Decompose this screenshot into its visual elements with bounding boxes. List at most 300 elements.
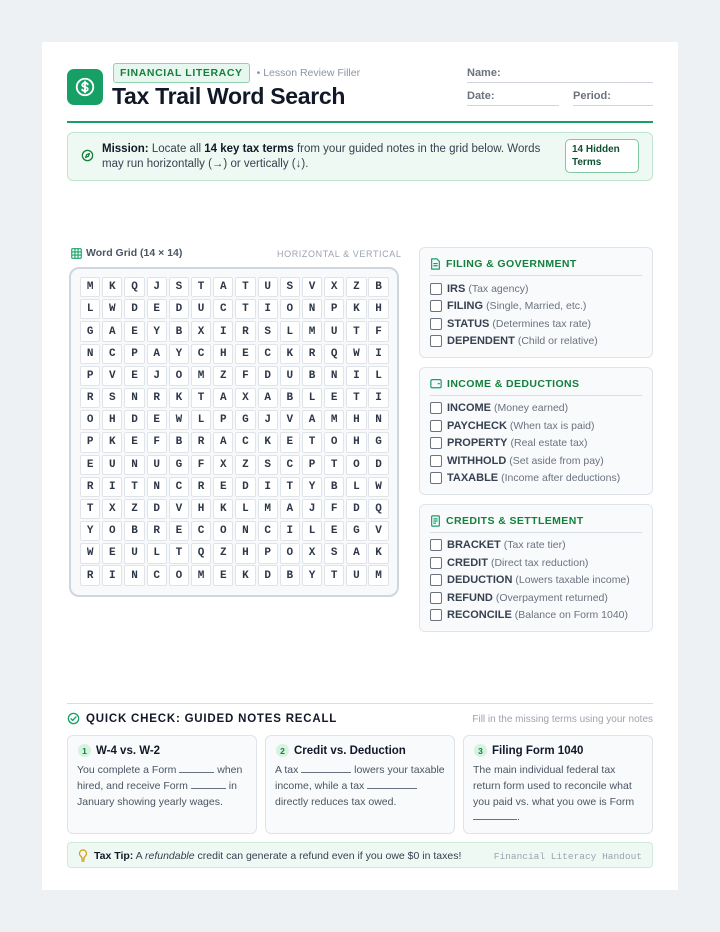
- grid-cell[interactable]: T: [124, 477, 144, 497]
- card-text: You complete a Form: [77, 764, 180, 776]
- word-bank-item: [430, 592, 608, 604]
- grid-cell[interactable]: C: [258, 344, 278, 364]
- grid-cell[interactable]: M: [258, 499, 278, 519]
- grid-cell[interactable]: F: [235, 366, 255, 386]
- grid-cell[interactable]: O: [80, 410, 100, 430]
- grid-cell[interactable]: D: [124, 299, 144, 319]
- grid-cell[interactable]: N: [124, 455, 144, 475]
- grid-cell[interactable]: B: [368, 277, 388, 297]
- grid-cell[interactable]: N: [80, 344, 100, 364]
- section-divider: [67, 703, 653, 704]
- grid-cell[interactable]: L: [368, 366, 388, 386]
- header-divider: [67, 121, 653, 123]
- grid-cell[interactable]: W: [80, 543, 100, 563]
- checkbox[interactable]: [430, 557, 442, 569]
- category-header: [430, 378, 642, 396]
- grid-cell[interactable]: H: [368, 299, 388, 319]
- term-desc: (Single, Married, etc.): [486, 300, 587, 312]
- term: TAXABLE: [447, 472, 499, 484]
- checkbox[interactable]: [430, 472, 442, 484]
- card-header: [78, 744, 160, 757]
- grid-cell[interactable]: Z: [124, 499, 144, 519]
- grid-cell[interactable]: Y: [302, 477, 322, 497]
- grid-cell[interactable]: T: [324, 565, 344, 585]
- category-title: CREDITS & SETTLEMENT: [446, 515, 584, 527]
- checkbox[interactable]: [430, 455, 442, 467]
- grid-cell[interactable]: L: [302, 521, 322, 541]
- grid-cell[interactable]: I: [102, 565, 122, 585]
- card-text: A tax: [275, 764, 302, 776]
- card-header: [474, 744, 583, 757]
- grid-cell[interactable]: T: [346, 388, 366, 408]
- grid-cell[interactable]: A: [346, 543, 366, 563]
- checkbox[interactable]: [430, 318, 442, 330]
- fill-in-blank[interactable]: [367, 780, 417, 789]
- grid-cell[interactable]: V: [280, 410, 300, 430]
- word-grid: [80, 277, 397, 586]
- mission-text: [102, 142, 557, 171]
- category-credits: [419, 504, 653, 632]
- grid-cell[interactable]: C: [280, 455, 300, 475]
- grid-cell[interactable]: N: [302, 299, 322, 319]
- checkbox[interactable]: [430, 592, 442, 604]
- term-desc: (Determines tax rate): [492, 318, 591, 330]
- grid-cell[interactable]: J: [302, 499, 322, 519]
- card-header: [276, 744, 406, 757]
- grid-cell[interactable]: Q: [191, 543, 211, 563]
- grid-cell[interactable]: P: [258, 543, 278, 563]
- grid-cell[interactable]: V: [302, 277, 322, 297]
- handout-footer: Financial Literacy Handout: [493, 851, 642, 862]
- grid-cell[interactable]: G: [235, 410, 255, 430]
- card-number: 2: [276, 744, 289, 757]
- tip-text-part: A: [133, 850, 145, 862]
- period-field[interactable]: [573, 105, 653, 106]
- grid-cell[interactable]: K: [169, 388, 189, 408]
- grid-cell[interactable]: P: [124, 344, 144, 364]
- grid-cell[interactable]: B: [280, 388, 300, 408]
- grid-cell[interactable]: P: [80, 432, 100, 452]
- grid-cell[interactable]: L: [346, 477, 366, 497]
- period-label: Period:: [573, 90, 611, 102]
- checkbox[interactable]: [430, 335, 442, 347]
- grid-cell[interactable]: B: [280, 565, 300, 585]
- grid-cell[interactable]: K: [258, 432, 278, 452]
- grid-cell[interactable]: R: [191, 477, 211, 497]
- grid-cell[interactable]: T: [191, 277, 211, 297]
- quick-check-title: [67, 712, 337, 725]
- grid-cell[interactable]: E: [324, 521, 344, 541]
- term-desc: (Money earned): [494, 402, 569, 414]
- word-bank-item: [430, 437, 588, 449]
- wallet-icon: [430, 378, 442, 389]
- term-desc: (Child or relative): [517, 335, 598, 347]
- grid-cell[interactable]: G: [169, 455, 189, 475]
- category-title: INCOME & DEDUCTIONS: [447, 378, 580, 390]
- grid-cell[interactable]: K: [368, 543, 388, 563]
- grid-cell[interactable]: E: [147, 299, 167, 319]
- grid-cell[interactable]: X: [324, 277, 344, 297]
- grid-cell[interactable]: Y: [147, 321, 167, 341]
- grid-cell[interactable]: O: [280, 299, 300, 319]
- grid-cell[interactable]: E: [280, 432, 300, 452]
- grid-cell[interactable]: M: [80, 277, 100, 297]
- grid-cell[interactable]: X: [213, 455, 233, 475]
- grid-cell[interactable]: F: [147, 432, 167, 452]
- card-text: .: [517, 811, 520, 824]
- term: REFUND: [447, 592, 493, 604]
- grid-cell[interactable]: O: [169, 565, 189, 585]
- grid-cell[interactable]: A: [258, 388, 278, 408]
- grid-cell[interactable]: C: [213, 299, 233, 319]
- word-bank-item: [430, 300, 586, 312]
- grid-cell[interactable]: Q: [368, 499, 388, 519]
- grid-cell[interactable]: V: [169, 499, 189, 519]
- grid-cell[interactable]: Q: [124, 277, 144, 297]
- grid-cell[interactable]: K: [102, 277, 122, 297]
- grid-cell[interactable]: X: [191, 321, 211, 341]
- fill-in-blank[interactable]: [179, 764, 214, 773]
- grid-cell[interactable]: U: [191, 299, 211, 319]
- mission-highlight: 14 key tax terms: [204, 143, 294, 155]
- grid-cell[interactable]: R: [147, 521, 167, 541]
- grid-cell[interactable]: F: [324, 499, 344, 519]
- term: CREDIT: [447, 557, 488, 569]
- grid-cell[interactable]: K: [213, 499, 233, 519]
- grid-cell[interactable]: C: [235, 432, 255, 452]
- grid-cell[interactable]: T: [280, 477, 300, 497]
- header-badge-row: [113, 63, 360, 83]
- grid-cell[interactable]: T: [191, 388, 211, 408]
- count-line: Terms: [572, 157, 602, 168]
- grid-cell[interactable]: S: [102, 388, 122, 408]
- grid-cell[interactable]: E: [124, 366, 144, 386]
- grid-cell[interactable]: R: [80, 565, 100, 585]
- grid-cell[interactable]: O: [213, 521, 233, 541]
- grid-cell[interactable]: F: [368, 321, 388, 341]
- grid-cell[interactable]: W: [169, 410, 189, 430]
- grid-cell[interactable]: B: [124, 521, 144, 541]
- card-body: [275, 763, 447, 810]
- card-title: Credit vs. Deduction: [294, 744, 406, 757]
- grid-cell[interactable]: E: [80, 455, 100, 475]
- fill-in-blank[interactable]: [191, 780, 226, 789]
- grid-cell[interactable]: E: [124, 321, 144, 341]
- grid-cell[interactable]: H: [213, 344, 233, 364]
- checkbox[interactable]: [430, 402, 442, 414]
- grid-cell[interactable]: P: [324, 299, 344, 319]
- grid-cell[interactable]: Z: [346, 277, 366, 297]
- grid-cell[interactable]: B: [169, 321, 189, 341]
- grid-cell[interactable]: X: [102, 499, 122, 519]
- checkbox[interactable]: [430, 437, 442, 449]
- card-number: 1: [78, 744, 91, 757]
- term-desc: (Real estate tax): [510, 437, 588, 449]
- grid-cell[interactable]: M: [191, 366, 211, 386]
- grid-cell[interactable]: O: [324, 432, 344, 452]
- grid-cell[interactable]: W: [346, 344, 366, 364]
- worksheet-page: [42, 42, 678, 890]
- grid-cell[interactable]: S: [258, 455, 278, 475]
- grid-cell[interactable]: R: [302, 344, 322, 364]
- term: PAYCHECK: [447, 420, 507, 432]
- grid-cell[interactable]: A: [213, 277, 233, 297]
- grid-cell[interactable]: R: [235, 321, 255, 341]
- grid-cell[interactable]: K: [235, 565, 255, 585]
- grid-cell[interactable]: M: [324, 410, 344, 430]
- grid-cell[interactable]: B: [324, 477, 344, 497]
- grid-cell[interactable]: X: [235, 388, 255, 408]
- grid-cell[interactable]: C: [191, 521, 211, 541]
- category-income: [419, 367, 653, 495]
- grid-cell[interactable]: S: [324, 543, 344, 563]
- grid-cell[interactable]: M: [368, 565, 388, 585]
- mission-banner: [67, 132, 653, 181]
- grid-cell[interactable]: K: [102, 432, 122, 452]
- grid-cell[interactable]: E: [169, 521, 189, 541]
- grid-cell[interactable]: O: [280, 543, 300, 563]
- grid-cell[interactable]: H: [346, 432, 366, 452]
- category-header: [430, 258, 642, 276]
- grid-cell[interactable]: C: [147, 565, 167, 585]
- grid-cell[interactable]: Z: [213, 366, 233, 386]
- grid-cell[interactable]: U: [102, 455, 122, 475]
- grid-cell[interactable]: S: [169, 277, 189, 297]
- grid-cell[interactable]: E: [102, 543, 122, 563]
- date-label: Date:: [467, 90, 495, 102]
- grid-cell[interactable]: K: [280, 344, 300, 364]
- receipt-icon: [430, 515, 441, 527]
- grid-cell[interactable]: B: [169, 432, 189, 452]
- checkbox[interactable]: [430, 574, 442, 586]
- grid-cell[interactable]: N: [235, 521, 255, 541]
- grid-cell[interactable]: Z: [213, 543, 233, 563]
- grid-cell[interactable]: I: [280, 521, 300, 541]
- quick-check-subtitle: Fill in the missing terms using your notes: [472, 714, 653, 725]
- grid-cell[interactable]: E: [213, 477, 233, 497]
- grid-cell[interactable]: R: [147, 388, 167, 408]
- grid-cell[interactable]: U: [346, 565, 366, 585]
- grid-cell[interactable]: U: [324, 321, 344, 341]
- grid-cell[interactable]: C: [169, 477, 189, 497]
- grid-cell[interactable]: R: [191, 432, 211, 452]
- grid-cell[interactable]: C: [191, 344, 211, 364]
- grid-cell[interactable]: C: [258, 521, 278, 541]
- word-grid-box: [69, 267, 399, 597]
- grid-cell[interactable]: D: [147, 499, 167, 519]
- grid-cell[interactable]: G: [346, 521, 366, 541]
- grid-cell[interactable]: A: [302, 410, 322, 430]
- grid-cell[interactable]: D: [169, 299, 189, 319]
- grid-cell[interactable]: A: [280, 499, 300, 519]
- term: RECONCILE: [447, 609, 512, 621]
- grid-cell[interactable]: Y: [302, 565, 322, 585]
- grid-cell[interactable]: J: [258, 410, 278, 430]
- grid-cell[interactable]: F: [191, 455, 211, 475]
- card-title: W-4 vs. W-2: [96, 744, 161, 757]
- grid-cell[interactable]: L: [80, 299, 100, 319]
- card-body: [77, 763, 249, 810]
- grid-cell[interactable]: I: [368, 344, 388, 364]
- grid-cell[interactable]: H: [191, 499, 211, 519]
- grid-cell[interactable]: S: [258, 321, 278, 341]
- fill-in-blank[interactable]: [301, 764, 351, 773]
- grid-cell[interactable]: V: [368, 521, 388, 541]
- grid-cell[interactable]: P: [213, 410, 233, 430]
- quick-check-title-text: QUICK CHECK: GUIDED NOTES RECALL: [86, 712, 338, 725]
- grid-cell[interactable]: O: [102, 521, 122, 541]
- grid-cell[interactable]: B: [302, 366, 322, 386]
- grid-cell[interactable]: I: [368, 388, 388, 408]
- checkbox[interactable]: [430, 420, 442, 432]
- term: FILING: [447, 300, 484, 312]
- term-desc: (When tax is paid): [509, 420, 595, 432]
- grid-cell[interactable]: U: [280, 366, 300, 386]
- card-text: The main individual federal tax return form used to reconcile what you paid vs. what you owe is Form: [473, 764, 635, 808]
- grid-cell[interactable]: Q: [324, 344, 344, 364]
- grid-cell[interactable]: C: [102, 344, 122, 364]
- checkbox[interactable]: [430, 609, 442, 621]
- date-field[interactable]: [467, 105, 559, 106]
- grid-cell[interactable]: E: [147, 410, 167, 430]
- grid-cell[interactable]: D: [368, 455, 388, 475]
- card-number: 3: [474, 744, 487, 757]
- dollar-logo-icon: [67, 69, 103, 105]
- grid-cell[interactable]: N: [124, 565, 144, 585]
- term: WITHHOLD: [447, 455, 507, 467]
- word-bank-item: [430, 472, 620, 484]
- grid-cell[interactable]: N: [147, 477, 167, 497]
- grid-cell[interactable]: L: [302, 388, 322, 408]
- checkbox[interactable]: [430, 539, 442, 551]
- grid-cell[interactable]: J: [147, 277, 167, 297]
- grid-cell[interactable]: G: [80, 321, 100, 341]
- grid-cell[interactable]: D: [346, 499, 366, 519]
- grid-cell[interactable]: M: [302, 321, 322, 341]
- term: PROPERTY: [447, 437, 508, 449]
- grid-cell[interactable]: A: [213, 388, 233, 408]
- grid-cell[interactable]: M: [191, 565, 211, 585]
- tip-text-part: credit can generate a refund even if you owe $0 in taxes!: [194, 850, 462, 862]
- card-body: [473, 763, 645, 826]
- card-text: in January showing yearly wages.: [77, 779, 237, 808]
- grid-cell[interactable]: L: [191, 410, 211, 430]
- grid-cell[interactable]: I: [258, 477, 278, 497]
- grid-cell[interactable]: H: [102, 410, 122, 430]
- grid-title: [71, 247, 182, 259]
- grid-cell[interactable]: W: [102, 299, 122, 319]
- grid-cell[interactable]: D: [258, 565, 278, 585]
- grid-cell[interactable]: L: [147, 543, 167, 563]
- mission-text-part: Locate all: [148, 143, 205, 155]
- grid-cell[interactable]: O: [169, 366, 189, 386]
- fill-in-blank[interactable]: [473, 811, 517, 820]
- name-label: Name:: [467, 67, 501, 79]
- term-desc: (Tax rate tier): [503, 539, 566, 551]
- category-title: FILING & GOVERNMENT: [446, 258, 577, 270]
- grid-cell[interactable]: I: [258, 299, 278, 319]
- page-title: Tax Trail Word Search: [112, 83, 346, 109]
- grid-cell[interactable]: I: [213, 321, 233, 341]
- grid-cell[interactable]: G: [368, 432, 388, 452]
- grid-cell[interactable]: T: [302, 432, 322, 452]
- grid-cell[interactable]: Z: [235, 455, 255, 475]
- category-filing: [419, 247, 653, 358]
- grid-cell[interactable]: U: [258, 277, 278, 297]
- grid-cell[interactable]: D: [258, 366, 278, 386]
- lightbulb-icon: [78, 849, 88, 867]
- recall-card-3: [463, 735, 653, 834]
- grid-cell[interactable]: E: [124, 432, 144, 452]
- grid-cell[interactable]: A: [213, 432, 233, 452]
- grid-cell[interactable]: S: [280, 277, 300, 297]
- grid-cell[interactable]: D: [235, 477, 255, 497]
- grid-cell[interactable]: E: [235, 344, 255, 364]
- grid-cell[interactable]: U: [147, 455, 167, 475]
- grid-cell[interactable]: A: [102, 321, 122, 341]
- word-bank-item: [430, 539, 566, 551]
- grid-cell[interactable]: L: [235, 499, 255, 519]
- grid-cell[interactable]: T: [235, 299, 255, 319]
- grid-cell[interactable]: E: [213, 565, 233, 585]
- grid-cell[interactable]: Y: [169, 344, 189, 364]
- grid-cell[interactable]: N: [324, 366, 344, 386]
- grid-cell[interactable]: T: [324, 455, 344, 475]
- grid-cell[interactable]: T: [235, 277, 255, 297]
- checkbox[interactable]: [430, 300, 442, 312]
- term-desc: (Overpayment returned): [495, 592, 608, 604]
- grid-cell[interactable]: N: [124, 388, 144, 408]
- hidden-terms-count: [565, 139, 639, 173]
- term: STATUS: [447, 318, 490, 330]
- term: BRACKET: [447, 539, 501, 551]
- grid-cell[interactable]: H: [346, 410, 366, 430]
- checkbox[interactable]: [430, 283, 442, 295]
- grid-cell[interactable]: H: [235, 543, 255, 563]
- grid-cell[interactable]: I: [346, 366, 366, 386]
- grid-cell[interactable]: O: [346, 455, 366, 475]
- grid-cell[interactable]: R: [80, 388, 100, 408]
- grid-cell[interactable]: V: [102, 366, 122, 386]
- grid-cell[interactable]: K: [346, 299, 366, 319]
- term-desc: (Income after deductions): [501, 472, 621, 484]
- grid-cell[interactable]: I: [102, 477, 122, 497]
- word-bank-item: [430, 455, 604, 467]
- grid-cell[interactable]: P: [80, 366, 100, 386]
- grid-cell[interactable]: N: [368, 410, 388, 430]
- grid-cell[interactable]: A: [147, 344, 167, 364]
- grid-cell[interactable]: J: [147, 366, 167, 386]
- grid-cell[interactable]: Y: [80, 521, 100, 541]
- grid-cell[interactable]: T: [346, 321, 366, 341]
- term: INCOME: [447, 402, 491, 414]
- grid-cell[interactable]: D: [124, 410, 144, 430]
- grid-cell[interactable]: R: [80, 477, 100, 497]
- name-field[interactable]: [467, 82, 653, 83]
- mission-label: Mission:: [102, 143, 149, 155]
- grid-cell[interactable]: P: [302, 455, 322, 475]
- word-bank-item: [430, 283, 528, 295]
- grid-cell[interactable]: E: [324, 388, 344, 408]
- grid-cell[interactable]: T: [80, 499, 100, 519]
- grid-cell[interactable]: T: [169, 543, 189, 563]
- subject-badge: FINANCIAL LITERACY: [113, 63, 250, 83]
- grid-subtitle: HORIZONTAL & VERTICAL: [277, 249, 402, 259]
- grid-cell[interactable]: X: [302, 543, 322, 563]
- grid-cell[interactable]: L: [280, 321, 300, 341]
- grid-cell[interactable]: U: [124, 543, 144, 563]
- grid-cell[interactable]: W: [368, 477, 388, 497]
